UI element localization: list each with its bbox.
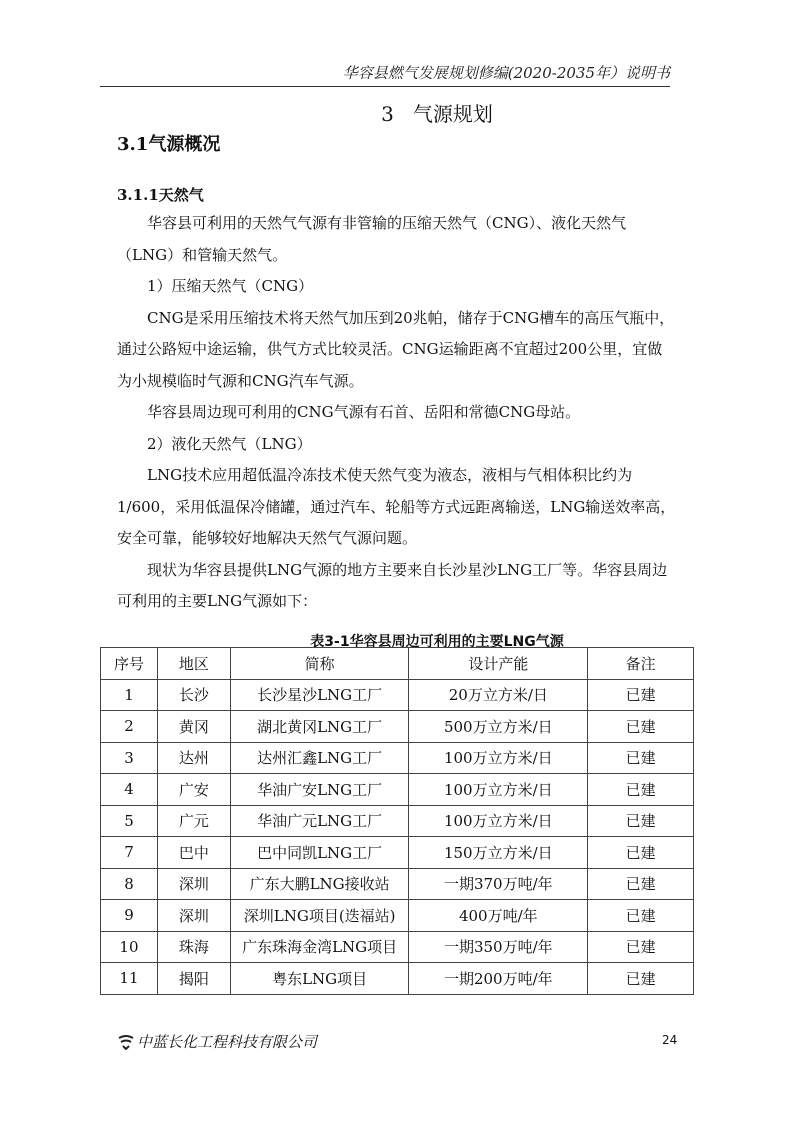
table-cell: 已建 [588, 774, 694, 806]
table-cell: 已建 [588, 963, 694, 995]
table-row [101, 868, 694, 900]
running-header: 华容县燃气发展规划修编(2020-2035年）说明书 [342, 64, 670, 82]
table-cell: 深圳 [157, 868, 230, 900]
table-cell: 已建 [588, 900, 694, 932]
header-cell: 地区 [157, 648, 230, 680]
table-row [101, 837, 694, 869]
table-row [101, 805, 694, 837]
table-cell: 5 [101, 805, 158, 837]
page-number: 24 [662, 1033, 678, 1047]
table-cell: 100万立方米/日 [409, 774, 588, 806]
section-title: 3.1气源概况 [117, 134, 221, 155]
table-cell: 500万立方米/日 [409, 711, 588, 743]
table-cell: 长沙 [157, 679, 230, 711]
table-cell: 深圳LNG项目(迭福站) [230, 900, 409, 932]
table-cell: 已建 [588, 742, 694, 774]
header-cell: 简称 [230, 648, 409, 680]
subsection-title: 3.1.1天然气 [117, 186, 204, 204]
header-divider [100, 86, 670, 87]
table-cell: 珠海 [157, 931, 230, 963]
header-cell: 设计产能 [409, 648, 588, 680]
table-cell: 已建 [588, 679, 694, 711]
table-cell: 一期350万吨/年 [409, 931, 588, 963]
header-cell: 序号 [101, 648, 158, 680]
table-row [101, 931, 694, 963]
table-cell: 一期370万吨/年 [409, 868, 588, 900]
table-cell: 2 [101, 711, 158, 743]
table-cell: 黄冈 [157, 711, 230, 743]
table-cell: 已建 [588, 868, 694, 900]
table-cell: 100万立方米/日 [409, 805, 588, 837]
table-row [101, 742, 694, 774]
company-name: 中蓝长化工程科技有限公司 [137, 1033, 318, 1051]
table-cell: 一期200万吨/年 [409, 963, 588, 995]
paragraph: 华容县周边现可利用的CNG气源有石首、岳阳和常德CNG母站。 [147, 403, 581, 421]
table-cell: 10 [101, 931, 158, 963]
paragraph: CNG是采用压缩技术将天然气加压到20兆帕，储存于CNG槽车的高压气瓶中，通过公路短中途运输，供气方式比较灵活。CNG运输距离不宜超过200公里，宜做为小规模临时气源和CNG汽车气源。 [117, 308, 675, 390]
chapter-title: 3 气源规划 [381, 102, 493, 126]
table-cell: 已建 [588, 805, 694, 837]
table-cell: 华油广元LNG工厂 [230, 805, 409, 837]
lng-source-table [100, 647, 694, 995]
table-row [101, 774, 694, 806]
table-cell: 广东大鹏LNG接收站 [230, 868, 409, 900]
paragraph: 2）液化天然气（LNG） [147, 434, 312, 453]
table-cell: 150万立方米/日 [409, 837, 588, 869]
table-cell: 9 [101, 900, 158, 932]
table-cell: 7 [101, 837, 158, 869]
table-cell: 粤东LNG项目 [230, 963, 409, 995]
body-text [117, 208, 677, 618]
table-cell: 20万立方米/日 [409, 679, 588, 711]
table-cell: 广元 [157, 805, 230, 837]
header-cell: 备注 [588, 648, 694, 680]
table-cell: 3 [101, 742, 158, 774]
table-cell: 达州汇鑫LNG工厂 [230, 742, 409, 774]
paragraph: LNG技术应用超低温冷冻技术使天然气变为液态，液相与气相体积比约为1/600，采用低温保冷储罐，通过汽车、轮船等方式远距离输送，LNG输送效率高，安全可靠，能够较好地解决天然气气源问题。 [117, 466, 676, 547]
table-row [101, 711, 694, 743]
table-cell: 4 [101, 774, 158, 806]
table-cell: 深圳 [157, 900, 230, 932]
table-cell: 已建 [588, 931, 694, 963]
paragraph: 现状为华容县提供LNG气源的地方主要来自长沙星沙LNG工厂等。华容县周边可利用的主要LNG气源如下： [117, 560, 668, 610]
table-cell: 广安 [157, 774, 230, 806]
table-cell: 达州 [157, 742, 230, 774]
table-cell: 100万立方米/日 [409, 742, 588, 774]
table-cell: 1 [101, 679, 158, 711]
table-cell: 广东珠海金湾LNG项目 [230, 931, 409, 963]
table-row [101, 679, 694, 711]
footer-company [117, 1031, 317, 1052]
table-cell: 已建 [588, 711, 694, 743]
table-caption: 表3-1华容县周边可利用的主要LNG气源 [310, 634, 564, 650]
table-row [101, 900, 694, 932]
table-cell: 11 [101, 963, 158, 995]
table-cell: 长沙星沙LNG工厂 [230, 679, 409, 711]
table-cell: 巴中同凯LNG工厂 [230, 837, 409, 869]
paragraph: 1）压缩天然气（CNG） [147, 277, 314, 295]
table-cell: 已建 [588, 837, 694, 869]
table-cell: 湖北黄冈LNG工厂 [230, 711, 409, 743]
table-cell: 揭阳 [157, 963, 230, 995]
company-logo-icon [117, 1034, 135, 1050]
table-cell: 400万吨/年 [409, 900, 588, 932]
table-cell: 华油广安LNG工厂 [230, 774, 409, 806]
paragraph: 华容县可利用的天然气气源有非管输的压缩天然气（CNG）、液化天然气（LNG）和管输天然气。 [117, 214, 627, 264]
table-row [101, 963, 694, 995]
table-cell: 巴中 [157, 837, 230, 869]
table-header-row [101, 648, 694, 680]
table-cell: 8 [101, 868, 158, 900]
